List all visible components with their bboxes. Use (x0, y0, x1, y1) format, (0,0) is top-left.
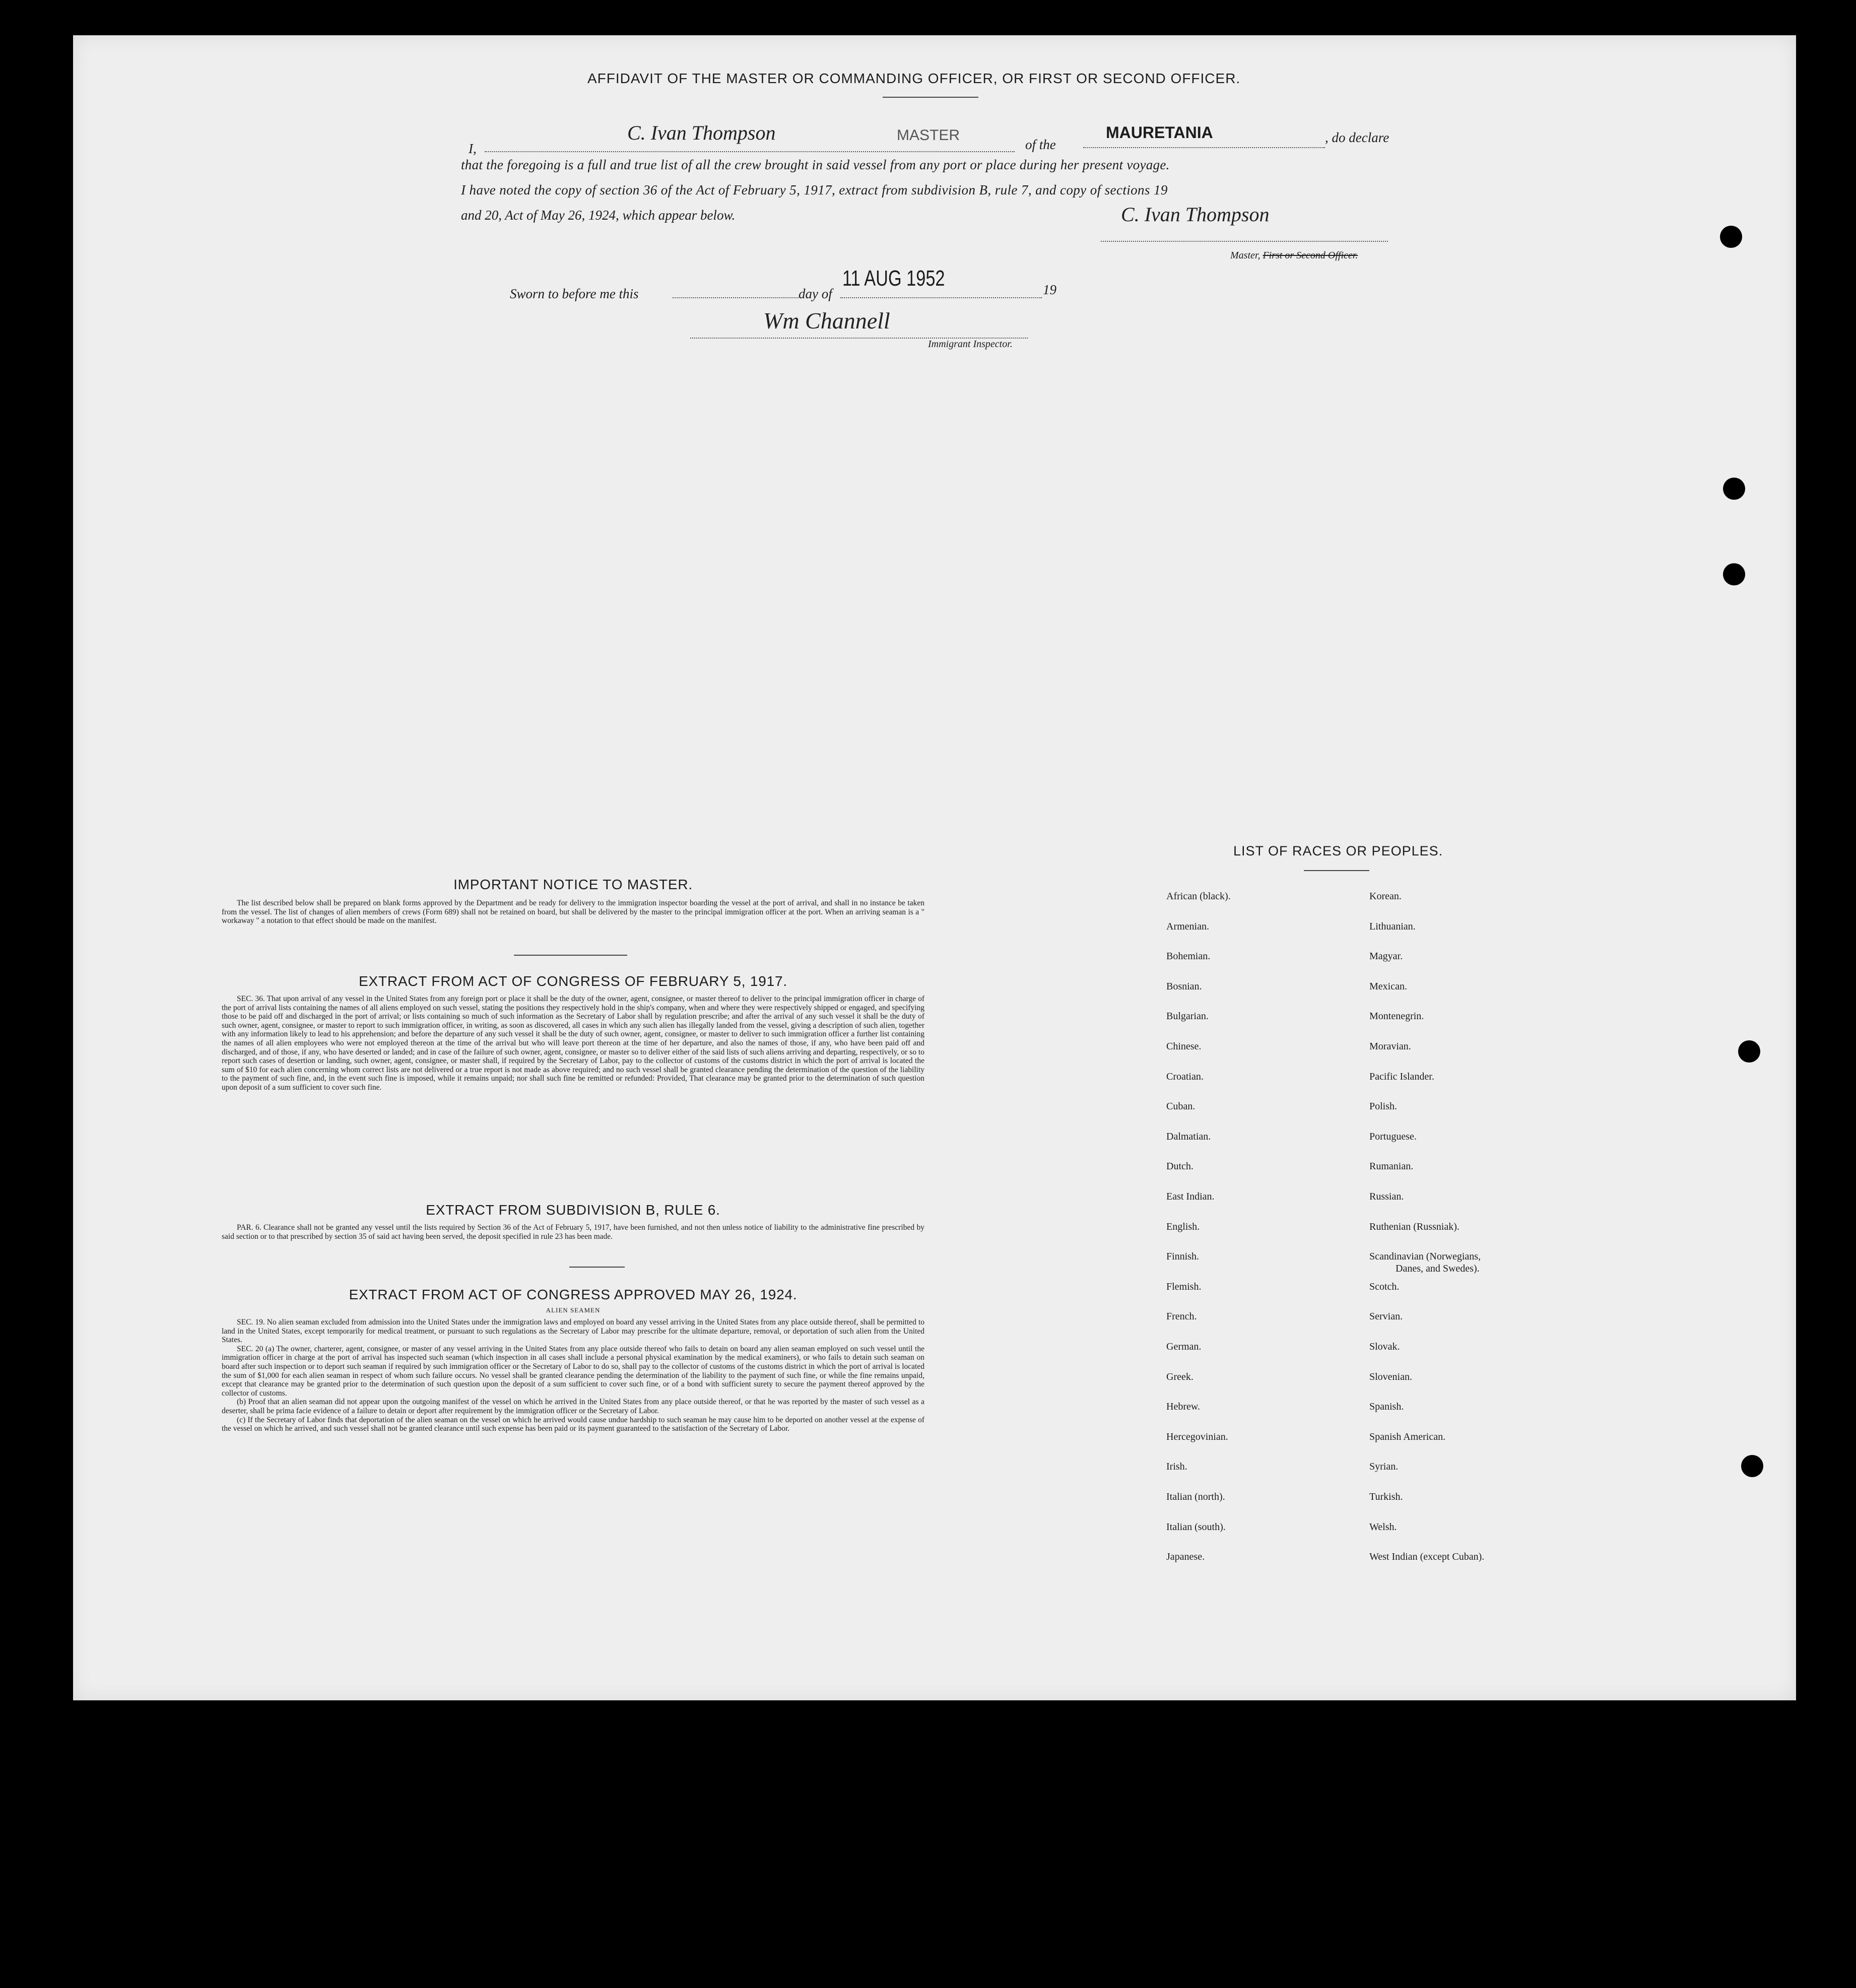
race-item: Slovenian. (1369, 1371, 1412, 1382)
vessel-line (1083, 147, 1325, 148)
race-item: Pacific Islander. (1369, 1071, 1434, 1082)
race-item: Spanish American. (1369, 1431, 1446, 1442)
binder-hole (1741, 1455, 1763, 1477)
day-of-label: day of (799, 286, 832, 301)
race-item: Croatian. (1166, 1071, 1204, 1082)
master-label (1230, 250, 1358, 261)
race-item: Polish. (1369, 1101, 1398, 1112)
race-item: Moravian. (1369, 1041, 1411, 1052)
section-19-paragraph: SEC. 19. No alien seaman excluded from admission into the United States under the immigration laws and employed on board any vessel arriving in the United States from any place outside thereof, shall be permitted to land in the United States, except temporarily for medical treatment, or pursuant to such regulations as the Secretary of Labor may prescribe for the ultimate departure, removal, or deportation of such alien from the United States. (222, 1318, 924, 1345)
section-20c-paragraph: (c) If the Secretary of Labor finds that deportation of the alien seaman on the vessel on which he arrived would cause undue hardship to such seaman he may cause him to be deported on another vessel at the expense of the vessel on which he arrived, and such vessel shall not be granted clearance until such expense has been paid or its payment guaranteed to the satisfaction of the Secretary of Labor. (222, 1415, 924, 1433)
race-item: Dutch. (1166, 1161, 1194, 1172)
race-item: Bulgarian. (1166, 1011, 1209, 1022)
race-item: Chinese. (1166, 1041, 1202, 1052)
race-item: Portuguese. (1369, 1131, 1417, 1142)
race-item-continuation: Danes, and Swedes). (1396, 1263, 1480, 1275)
race-item: Russian. (1369, 1191, 1404, 1202)
master-label-master: Master, (1230, 250, 1261, 261)
extract-1917-body (222, 995, 924, 1092)
race-item: Spanish. (1369, 1401, 1404, 1413)
par-6-paragraph: PAR. 6. Clearance shall not be granted any vessel until the lists required by Section 36 of the Act of February 5, 1917, have been furnished, and not then unless notice of liability to the administrative fine prescribed by said section or to that prescribed by section 35 of said act having been served, the deposit specified in rule 23 has been made. (222, 1223, 924, 1241)
race-item: Magyar. (1369, 951, 1403, 962)
affidavit-i-label: I, (469, 141, 477, 156)
notice-heading: IMPORTANT NOTICE TO MASTER. (453, 877, 693, 892)
inspector-signature: Wm Channell (763, 308, 890, 334)
date-stamp: 11 AUG 1952 (842, 266, 945, 291)
alien-seamen-subheading: ALIEN SEAMEN (546, 1306, 601, 1314)
extract-1924-body (222, 1318, 924, 1433)
section-20a-paragraph: SEC. 20 (a) The owner, charterer, agent, consignee, or master of any vessel arriving in the United States from any place outside thereof who fails to detain on board any alien seaman employed on such vessel until the immigration officer in charge at the port of arrival has inspected such seaman (which inspection in all cases shall include a personal physical examination by the medical examiners), or who fails to detain such seaman on board after such inspection or to deport such seaman if required by such immigration officer or the Secretary of Labor to do so, shall pay to the collector of customs of the customs district in which the port of arrival is located the sum of $1,000 for each alien seaman in respect of whom such failure occurs. No vessel shall be granted clearance pending the determination of the liability to the payment of such fine, or while the fine remains unpaid, except that clearance may be granted prior to the determination of such question upon the deposit of a sum sufficient to cover such fine, or of a bond with sufficient surety to secure the payment thereof approved by the collector of customs. (222, 1344, 924, 1398)
races-divider (1304, 870, 1369, 871)
race-item: Rumanian. (1369, 1161, 1414, 1172)
race-item: Italian (south). (1166, 1521, 1226, 1533)
race-item: English. (1166, 1221, 1200, 1232)
race-item: Italian (north). (1166, 1491, 1225, 1502)
name-line (485, 151, 1015, 152)
race-item: Lithuanian. (1369, 920, 1416, 932)
sworn-label: Sworn to before me this (510, 286, 639, 301)
race-item: Korean. (1369, 891, 1402, 902)
race-item: German. (1166, 1341, 1202, 1352)
race-item: Armenian. (1166, 920, 1209, 932)
year-label: 19 (1043, 282, 1056, 297)
affidavit-title: AFFIDAVIT OF THE MASTER OR COMMANDING OFFICER, OR FIRST OR SECOND OFFICER. (587, 71, 1241, 86)
race-item: Syrian. (1369, 1461, 1399, 1473)
section-20b-paragraph: (b) Proof that an alien seaman did not appear upon the outgoing manifest of the vessel on which he arrived in the United States from any place outside thereof, or that he was reported by the master of such vessel as a deserter, shall be prima facie evidence of a failure to detain or deport after requirement by the immigration officer or the Secretary of Labor. (222, 1398, 924, 1415)
affidavit-line-1: that the foregoing is a full and true list of all the crew brought in said vessel from any port or place during her present voyage. (461, 157, 1170, 172)
of-the-label: of the (1025, 137, 1056, 152)
race-item: African (black). (1166, 891, 1231, 902)
sworn-day-line (673, 297, 799, 298)
race-item: East Indian. (1166, 1191, 1215, 1202)
rank-stamp: MASTER (897, 127, 960, 144)
sworn-month-line (840, 297, 1042, 298)
race-item: Finnish. (1166, 1251, 1200, 1263)
do-declare-label: , do declare (1325, 130, 1389, 145)
races-heading: LIST OF RACES OR PEOPLES. (1233, 843, 1443, 858)
binder-hole (1738, 1040, 1760, 1063)
race-item: West Indian (except Cuban). (1369, 1551, 1485, 1563)
section-36-paragraph: SEC. 36. That upon arrival of any vessel in the United States from any foreign port or place it shall be the duty of the owner, agent, consignee, or master thereof to deliver to the principal immigration officer in charge of the port of arrival lists containing the names of all aliens employed on such vessel, stating the positions they respectively hold in the ship's company, when and where they were respectively shipped or engaged, and specifying those to be paid off and discharged in the port of arrival; or lists containing so much of such information as the Secretary of Labor shall by regulation prescribe; and after the arrival of any such vessel it shall be the duty of such owner, agent, consignee, or master to report to such immigration officer, in writing, as soon as discovered, all cases in which any such alien has illegally landed from the vessel, giving a description of such alien, together with any information likely to lead to his apprehension; and before the departure of any such vessel it shall be the duty of such owner, agent, consignee, or master to deliver to such immigration officer a further list containing the names of all alien employees who were not employed thereon at the time of the arrival but who will leave port thereon at the time of her departure, and also the names of those, if any, who have been paid off and discharged, and of those, if any, who have deserted or landed; and in case of the failure of such owner, agent, consignee, or master so to deliver either of the said lists of such aliens arriving and departing, respectively, or so to report such cases of desertion or landing, such owner, agent, consignee, or master shall, if required by the Secretary of Labor, pay to the collector of customs of the customs district in which the port of arrival is located the sum of $10 for each alien concerning whom correct lists are not delivered or a true report is not made as above required; and no such vessel shall be granted clearance pending the determination of the question of the liability to the payment of such fine, and, in the event such fine is imposed, while it remains unpaid; nor shall such fine be remitted or refunded: Provided, That clearance may be granted prior to the determination of such question upon deposit of a sum sufficient to cover such fine. (222, 995, 924, 1092)
vessel-name: MAURETANIA (1106, 123, 1213, 142)
race-item: Hebrew. (1166, 1401, 1201, 1413)
race-item: Bosnian. (1166, 980, 1202, 992)
race-item: Japanese. (1166, 1551, 1205, 1563)
title-divider (883, 97, 978, 98)
subdivision-b-body (222, 1223, 924, 1241)
divider-2 (569, 1267, 625, 1268)
inspector-label: Immigrant Inspector. (928, 339, 1013, 350)
notice-body (222, 899, 924, 925)
race-item: Flemish. (1166, 1281, 1202, 1292)
race-item: Dalmatian. (1166, 1131, 1211, 1142)
notice-paragraph: The list described below shall be prepared on blank forms approved by the Department and be ready for delivery to the immigration inspector boarding the vessel at the port of arrival, and shall in no instance be taken from the vessel. The list of changes of alien members of crews (Form 689) shall not be retained on board, but shall be delivered by the master to the principal immigration officer at the port. When an arriving seaman is a " workaway " a notation to that effect should be made on the manifest. (222, 899, 924, 925)
race-item: Ruthenian (Russniak). (1369, 1221, 1460, 1232)
extract-1917-heading: EXTRACT FROM ACT OF CONGRESS OF FEBRUARY 5, 1917. (359, 973, 787, 989)
race-item: French. (1166, 1311, 1197, 1322)
divider-1 (514, 955, 627, 956)
binder-hole (1723, 478, 1745, 500)
extract-1924-heading: EXTRACT FROM ACT OF CONGRESS APPROVED MAY 26, 1924. (349, 1287, 798, 1302)
binder-hole (1723, 563, 1745, 585)
race-item: Irish. (1166, 1461, 1187, 1473)
race-item: Mexican. (1369, 980, 1407, 992)
race-item: Slovak. (1369, 1341, 1400, 1352)
master-signature-line (1101, 241, 1388, 242)
binder-hole (1720, 226, 1742, 248)
race-item: Scandinavian (Norwegians, (1369, 1251, 1481, 1263)
race-item: Scotch. (1369, 1281, 1400, 1292)
master-signature: C. Ivan Thompson (627, 121, 776, 144)
race-item: Cuban. (1166, 1101, 1196, 1112)
subdivision-b-heading: EXTRACT FROM SUBDIVISION B, RULE 6. (426, 1202, 720, 1218)
master-label-officer: First or Second Officer. (1263, 250, 1358, 261)
race-item: Montenegrin. (1369, 1011, 1424, 1022)
race-item: Welsh. (1369, 1521, 1397, 1533)
race-item: Servian. (1369, 1311, 1403, 1322)
affidavit-line-3: and 20, Act of May 26, 1924, which appear below. (461, 208, 736, 223)
master-signature-2: C. Ivan Thompson (1121, 203, 1270, 226)
race-item: Hercegovinian. (1166, 1431, 1228, 1442)
race-item: Turkish. (1369, 1491, 1403, 1502)
race-item: Bohemian. (1166, 951, 1211, 962)
affidavit-line-2: I have noted the copy of section 36 of the Act of February 5, 1917, extract from subdivision B, rule 7, and copy of sections 19 (461, 182, 1168, 197)
race-item: Greek. (1166, 1371, 1194, 1382)
